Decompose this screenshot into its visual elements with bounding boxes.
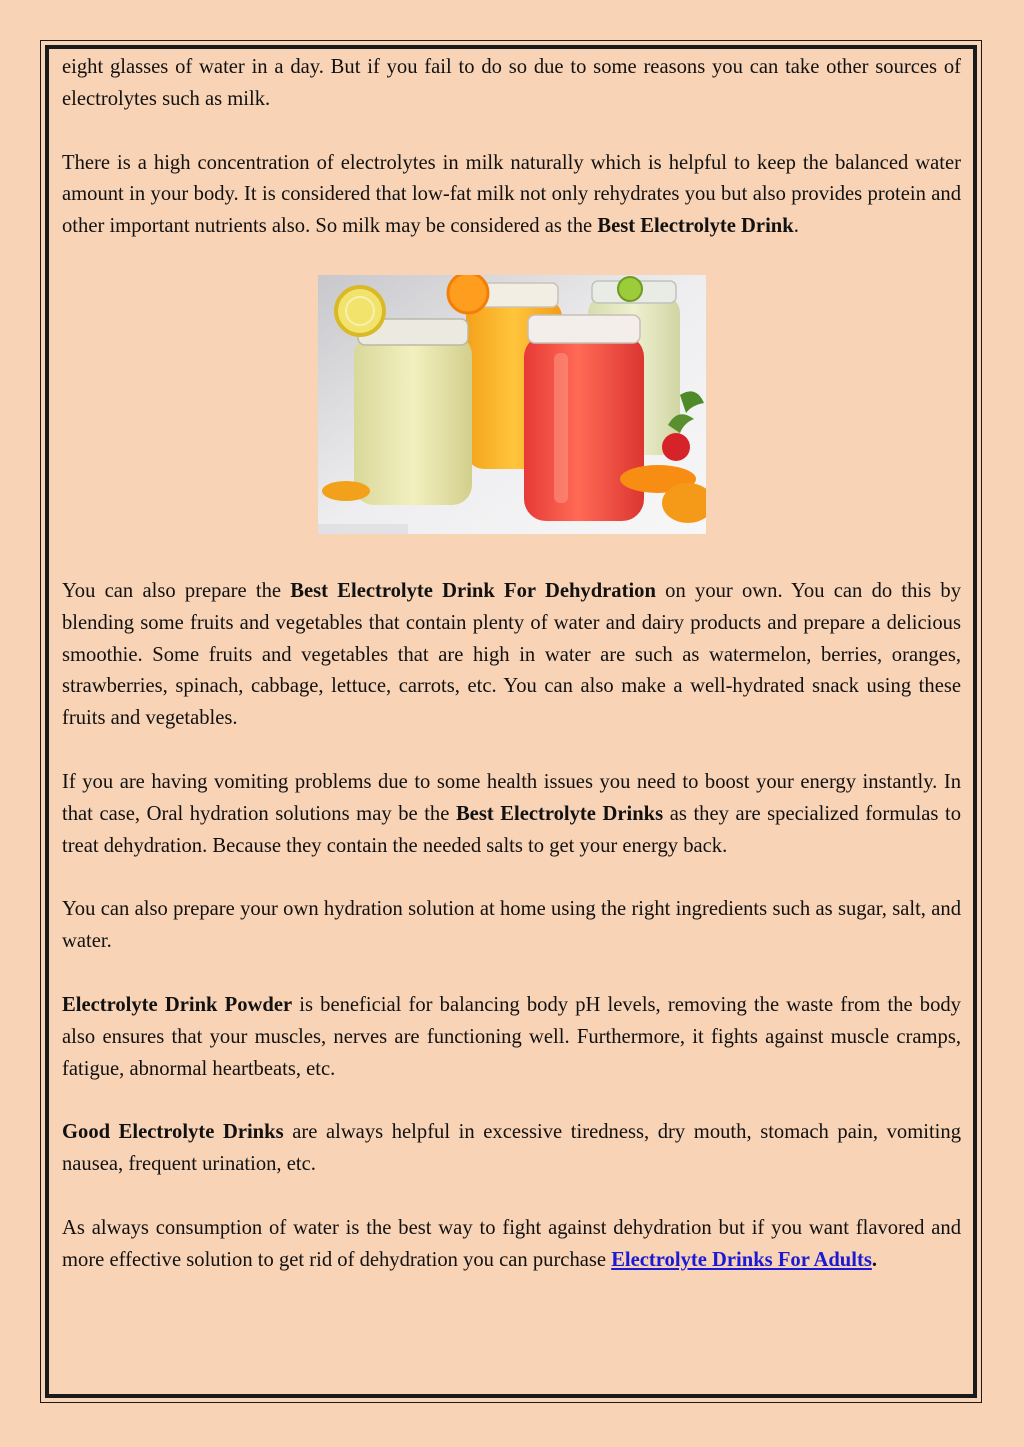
paragraph-text: as they are specialized formulas to treat dehydration. Because they contain the needed salts to get your energy back. — [62, 802, 961, 857]
document-body — [62, 52, 961, 1277]
electrolyte-drinks-for-adults-link[interactable]: Electrolyte Drinks For Adults — [611, 1248, 872, 1271]
paragraph-home-solution — [62, 894, 961, 958]
keyword-best-electrolyte-drink: Best Electrolyte Drink — [597, 215, 794, 238]
figure-container — [62, 275, 961, 534]
paragraph-text: is beneficial for balancing body pH levels, removing the waste from the body also ensures that your muscles, nerves are functioning well. Furthermore, it fights against muscle cramps, fatigue, abnormal heartbeats, etc. — [62, 993, 961, 1080]
paragraph-text: You can also prepare your own hydration solution at home using the right ingredients such as sugar, salt, and water. — [62, 898, 961, 953]
paragraph-text: eight glasses of water in a day. But if you fail to do so due to some reasons you can take other sources of electrolytes such as milk. — [62, 56, 961, 110]
paragraph-vomiting — [62, 767, 961, 862]
paragraph-text: There is a high concentration of electrolytes in milk naturally which is helpful to keep the balanced water amount in your body. It is considered that low-fat milk not only rehydrates you but also provides protein and other important nutrients also. So milk may be considered as the — [62, 151, 961, 238]
keyword-best-electrolyte-drinks: Best Electrolyte Drinks — [455, 802, 664, 825]
paragraph-milk-intro — [62, 52, 961, 116]
paragraph-end: . — [871, 1248, 878, 1271]
keyword-best-electrolyte-drink-for-dehydration: Best Electrolyte Drink For Dehydration — [290, 579, 656, 602]
paragraph-milk-electrolytes — [62, 148, 961, 243]
paragraph-conclusion — [62, 1213, 961, 1277]
paragraph-text: You can also prepare the — [62, 579, 291, 602]
paragraph-text: are always helpful in excessive tiredness, dry mouth, stomach pain, vomiting nausea, frequent urination, etc. — [62, 1121, 961, 1176]
paragraph-text: on your own. You can do this by blending some fruits and vegetables that contain plenty of water and dairy products and prepare a delicious smoothie. Some fruits and vegetables that are high in water are such as watermelon, berries, oranges, strawberries, spinach, cabbage, lettuce, carrots, etc. You can also make a well-hydrated snack using these fruits and vegetables. — [62, 579, 961, 730]
paragraph-text: As always consumption of water is the best way to fight against dehydration but if you want flavored and more effective solution to get rid of dehydration you can purchase — [62, 1216, 961, 1271]
keyword-electrolyte-drink-powder: Electrolyte Drink Powder — [62, 993, 293, 1016]
keyword-good-electrolyte-drinks: Good Electrolyte Drinks — [62, 1121, 284, 1144]
paragraph-prepare-own — [62, 576, 961, 735]
electrolyte-drinks-photo — [318, 275, 706, 534]
paragraph-text: If you are having vomiting problems due to some health issues you need to boost your energy instantly. In that case, Oral hydration solutions may be the — [62, 770, 961, 825]
paragraph-end: . — [793, 215, 799, 238]
paragraph-good-drinks — [62, 1117, 961, 1181]
paragraph-drink-powder — [62, 990, 961, 1085]
